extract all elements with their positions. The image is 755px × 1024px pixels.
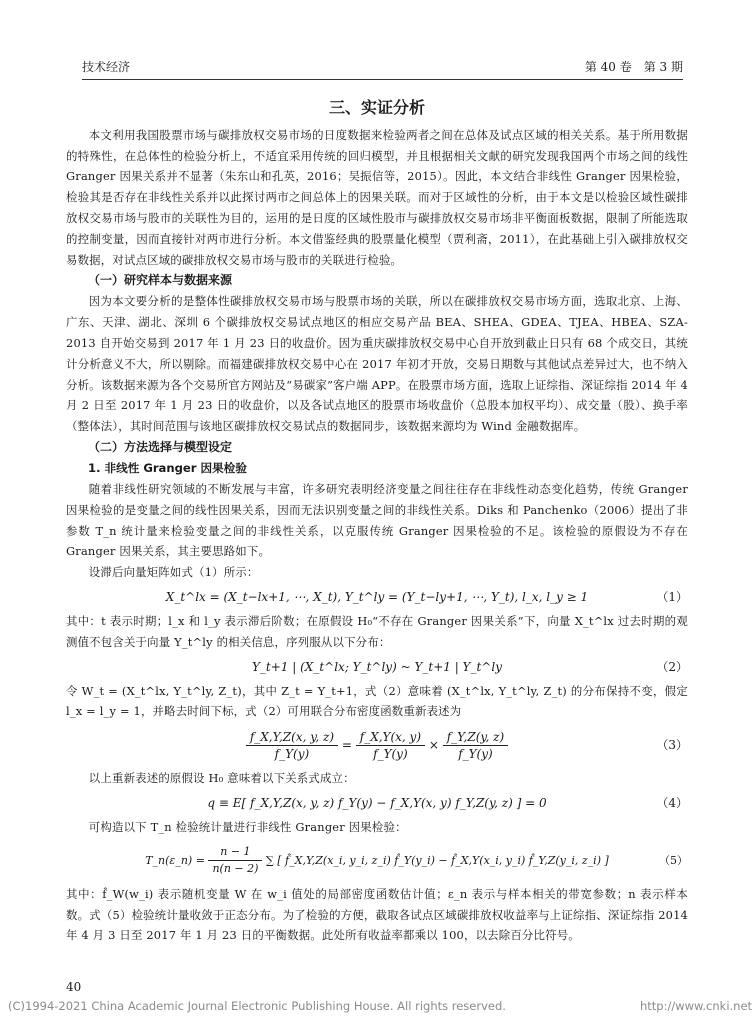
equation-3-middle-fraction: $\frac{f\_X,Y(x, y)}{f\_Y(y)}$ — [356, 729, 425, 762]
header-rule — [82, 79, 683, 80]
section-title: 三、实证分析 — [328, 98, 425, 117]
where-paragraph-2: 其中：f̂_W(w_i) 表示随机变量 W 在 w_i 值处的局部密度函数估计值；ε_n 表示与样本相关的带宽参数；n 表示样本数。式（5）检验统计量收敛于正态分布。为了检验的方便，截取各试点区域碳排放权收益率与上证综指、深证综指 2014 年 4 月 3 日至 2017 年 1 月 23 日的平衡数据。此处所有收益率都乘以 100，以去除百分比符号。 — [66, 886, 688, 943]
copyright-text: (C)1994-2021 China Academic Journal Electronic Publishing House. All rights reserved. — [8, 999, 506, 1013]
equation-4-number: （4） — [656, 795, 688, 810]
lag-paragraph: 设滞后向量矩阵如式（1）所示： — [88, 565, 259, 580]
equation-5-number: （5） — [659, 853, 688, 867]
equation-1 — [66, 583, 688, 611]
subsubsection-heading-granger: 1. 非线性 Granger 因果检验 — [88, 460, 247, 475]
equation-5-fraction: $\frac{n - 1}{n(n - 2)}$ — [208, 844, 262, 877]
equation-3-right-fraction: $\frac{f\_Y,Z(y, z)}{f\_Y(y)}$ — [443, 729, 508, 762]
equation-3-number: （3） — [656, 738, 688, 753]
equation-2-body: Y_t+1 | (X_t^lx; Y_t^ly) ~ Y_t+1 | Y_t^ly — [252, 659, 502, 674]
intro-paragraph: 本文利用我国股票市场与碳排放权交易市场的日度数据来检验两者之间在总体及试点区域的相关关系。基于所用数据的特殊性，在总体性的检验分析上，不适宜采用传统的回归模型，并且根据相关文献的研究发现我国两个市场之间的线性 Granger 因果关系并不显著（朱东山和孔英，2016；吴振信等，2015）。因此，本文结合非线性 Granger 因果检验，检验其是否存在非线性关系并以此探讨两市之间总体上的因果关联。而对于区域性的分析，由于本文是以检验区域性碳排放权交易市场与股市的关联性为目的，运用的是日度的区域性股市与碳排放权交易市场非平衡面板数据，限制了所能选取的控制变量，因而直接针对两市进行分析。本文借鉴经典的股票量化模型（贾利斋，2011），在此基础上引入碳排放权交易数据，对试点区域的碳排放权交易市场与股市的关联进行检验。 — [66, 127, 688, 267]
copyright-notice — [8, 999, 753, 1013]
article-body — [66, 92, 688, 946]
journal-name: 技术经济 — [82, 60, 131, 74]
equation-5 — [66, 838, 688, 884]
construct-paragraph: 可构造以下 T_n 检验统计量进行非线性 Granger 因果检验： — [88, 819, 407, 834]
running-header — [82, 58, 683, 76]
equation-1-body: X_t^lx = (X_t−lx+1, ⋯, X_t), Y_t^ly = (Y_t−ly+1, ⋯, Y_t), l_x, l_y ≥ 1 — [165, 589, 589, 604]
equation-3-left-fraction: $\frac{f\_X,Y,Z(x, y, z)}{f\_Y(y)}$ — [246, 729, 338, 762]
page-number: 40 — [66, 980, 82, 994]
equation-1-number: （1） — [656, 589, 688, 604]
restated-paragraph: 以上重新表述的原假设 H₀ 意味着以下关系式成立： — [88, 771, 355, 786]
subsection-heading-sample: （一）研究样本与数据来源 — [88, 273, 233, 288]
sample-paragraph: 因为本文要分析的是整体性碳排放权交易市场与股票市场的关联，所以在碳排放权交易市场方面，选取北京、上海、广东、天津、湖北、深圳 6 个碳排放权交易试点地区的相应交易产品 BEA、SHEA、GDEA、TJEA、HBEA、SZA-2013 自开始交易到 2017 年 1 月 23 日的收盘价。因为重庆碳排放权交易中心自开放到截止日只有 68 个成交日，其统计分析意义不大，所以剔除。而福建碳排放权交易中心在 2017 年初才开放，交易日期数与其他试点差异过大，也不纳入分析。该数据来源为各个交易所官方网站及“易碳家”客户端 APP。在股票市场方面，选取上证综指、深证综指 2014 年 4 月 2 日至 2017 年 1 月 23 日的收盘价，以及各试点地区的股票市场收盘价（总股本加权平均）、成交量（股）、换手率（整体法），其时间范围与该地区碳排放权交易试点的数据同步，该数据来源均为 Wind 金融数据库。 — [66, 294, 688, 434]
let-paragraph: 令 W_t = (X_t^lx, Y_t^ly, Z_t)，其中 Z_t = Y_t+1，式（2）意味着 (X_t^lx, Y_t^ly, Z_t) 的分布保持不变，假定 l_x = l_y = 1，并略去时间下标，式（2）可用联合分布密度函数重新表述为 — [66, 683, 688, 719]
equation-4 — [66, 789, 688, 817]
issue-info: 第 40 卷 第 3 期 — [584, 60, 683, 74]
cnki-link[interactable]: http://www.cnki.net — [640, 999, 753, 1013]
equation-4-body: q ≡ E[ f_X,Y,Z(x, y, z) f_Y(y) − f_X,Y(x, y) f_Y,Z(y, z) ] = 0 — [207, 795, 547, 810]
equation-5-rhs: ∑ [ f̂_X,Y,Z(x_i, y_i, z_i) f̂_Y(y_i) − f̂_X,Y(x_i, y_i) f̂_Y,Z(y_i, z_i) ] — [265, 853, 609, 867]
method-paragraph: 随着非线性研究领域的不断发展与丰富，许多研究表明经济变量之间往往存在非线性动态变化趋势，传统 Granger 因果检验的是变量之间的线性因果关系，因而无法识别变量之间的非线性关系。Diks 和 Panchenko（2006）提出了非参数 T_n 统计量来检验变量之间的非线性关系，以克服传统 Granger 因果检验的不足。该检验的原假设为不存在 Granger 因果关系，其主要思路如下。 — [66, 481, 688, 559]
equation-3: $\frac{f\_X,Y,Z(x, y, z)}{f\_Y(y)}$ = $\frac{f\_X,Y(x, y)}{f\_Y(y)}$ × $\frac{f\_Y,Z(y, z)}{f\_Y(y)}$ （3） — [66, 722, 688, 768]
where-paragraph-1: 其中：t 表示时期；l_x 和 l_y 表示滞后阶数；在原假设 H₀“不存在 Granger 因果关系”下，向量 X_t^lx 过去时期的观测值不包含关于向量 Y_t^ly 的相关信息，序列服从以下分布： — [66, 613, 688, 649]
equation-2 — [66, 653, 688, 681]
subsection-heading-method: （二）方法选择与模型设定 — [88, 439, 233, 454]
equation-5-lhs: T_n(ε_n) = — [145, 853, 205, 867]
equation-2-number: （2） — [656, 659, 688, 674]
